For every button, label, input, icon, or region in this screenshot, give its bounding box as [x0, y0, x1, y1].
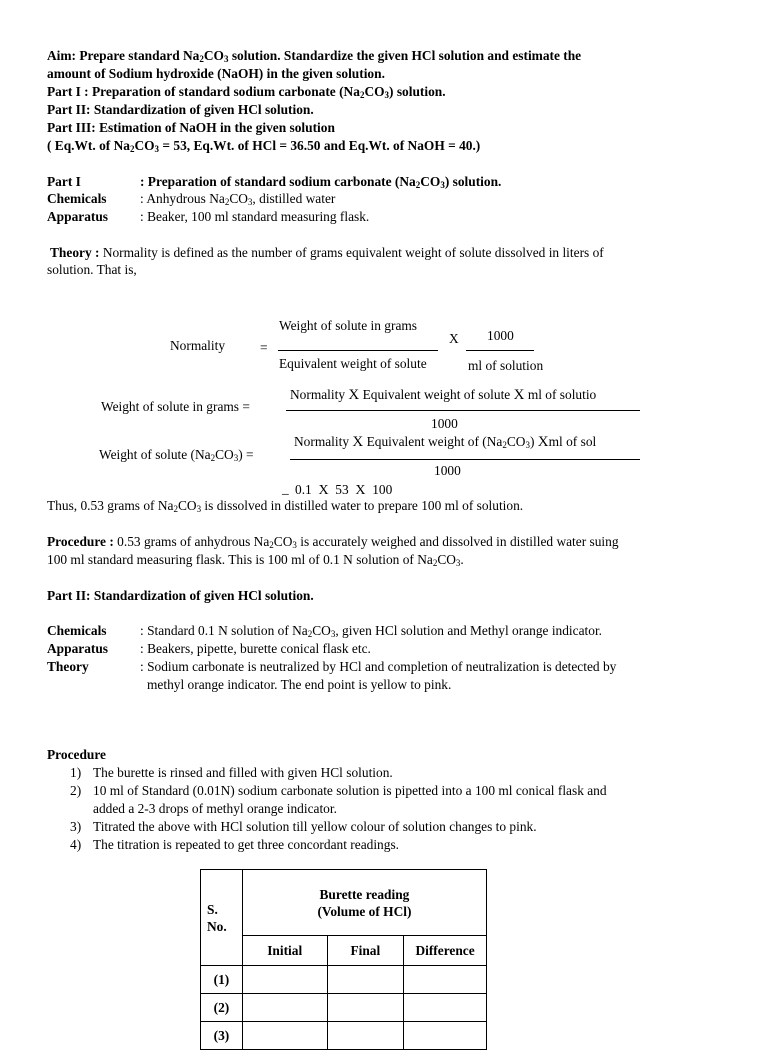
procedure1-label: Procedure : — [47, 534, 114, 549]
part2-heading: Part II: Standardization of given HCl solution. — [47, 588, 314, 603]
burette-readings-table — [200, 869, 487, 1050]
part1-chemicals-label: Chemicals — [47, 191, 107, 206]
part1-apparatus: : Beaker, 100 ml standard measuring flask. — [140, 209, 370, 224]
step-number: 3) — [70, 819, 82, 834]
step-number: 1) — [70, 765, 82, 780]
formula1-numerator: Weight of solute in grams — [279, 318, 418, 333]
part3-overview: Part III: Estimation of NaOH in the given solution — [47, 120, 335, 135]
final-header: Final — [327, 936, 404, 966]
thus-statement: Thus, 0.53 grams of $Na_2CO_3$ is dissolved in distilled water to prepare 100 ml of solution. — [47, 498, 524, 514]
step-text: Titrated the above with HCl solution till yellow colour of solution changes to pink. — [93, 819, 537, 834]
procedure1-line-1: Procedure : 0.53 grams of anhydrous $Na_2CO_3$ is accurately weighed and dissolved in distilled water suing — [47, 534, 619, 550]
part1-apparatus-label: Apparatus — [47, 209, 109, 224]
row-number: (3) — [201, 1022, 243, 1050]
part2-overview: Part II: Standardization of given HCl solution. — [47, 102, 314, 117]
formula2-denominator: 1000 — [431, 416, 458, 431]
difference-header: Difference — [404, 936, 487, 966]
initial-cell — [242, 966, 327, 994]
part2-chemicals: : Standard 0.1 N solution of $Na_2CO_3$, given HCl solution and Methyl orange indicator. — [140, 623, 603, 639]
part1-label: Part I — [47, 174, 81, 189]
part2-theory-line-1: : Sodium carbonate is neutralized by HCl and completion of neutralization is detected by — [140, 659, 617, 674]
part1-theory-label: Theory : — [50, 245, 100, 260]
table-row — [201, 994, 487, 1022]
formula1-denominator: Equivalent weight of solute — [279, 356, 427, 371]
formula1-fraction-bar-2 — [466, 350, 534, 351]
formula4-dash: _ — [282, 481, 289, 496]
aim-line-1: Aim: Prepare standard $Na_2CO_3$ solution. Standardize the given HCl solution and estimate the — [47, 48, 582, 64]
final-cell — [327, 966, 404, 994]
table-row — [201, 966, 487, 994]
sno-header: S. No. — [201, 870, 243, 966]
formula3-numerator: Normality X Equivalent weight of $(Na_2CO_3)$ Xml of sol — [294, 434, 597, 450]
step-text: 10 ml of Standard (0.01N) sodium carbonate solution is pipetted into a 100 ml conical flask and — [93, 783, 607, 798]
formula1-equals: = — [260, 340, 268, 355]
formula1-denominator-2: ml of solution — [468, 358, 544, 373]
formula2-lhs: Weight of solute in grams = — [101, 399, 250, 414]
part2-chemicals-label: Chemicals — [47, 623, 107, 638]
table-row — [201, 1022, 487, 1050]
difference-cell — [404, 994, 487, 1022]
formula2-numerator: Normality X Equivalent weight of solute X ml of solutio — [290, 387, 597, 403]
initial-cell — [242, 994, 327, 1022]
procedure1-line-2: 100 ml standard measuring flask. This is 100 ml of 0.1 N solution of $Na_2CO_3$. — [47, 552, 464, 568]
equivalent-weights: ( Eq.Wt. of $Na_2CO_3 = 53$, Eq.Wt. of HCl = 36.50 and Eq.Wt. of NaOH = 40.) — [47, 138, 481, 154]
formula1-times: X — [449, 331, 459, 346]
initial-header: Initial — [242, 936, 327, 966]
step-text: The burette is rinsed and filled with given HCl solution. — [93, 765, 393, 780]
part2-theory-label: Theory — [47, 659, 89, 674]
part1-chemicals: : Anhydrous $Na_2CO_3$, distilled water — [140, 191, 336, 207]
formula3-lhs: Weight of solute $(Na_2CO_3)$ = — [99, 447, 254, 463]
step-number: 4) — [70, 837, 82, 852]
formula3-fraction-bar — [290, 459, 640, 460]
part1-overview: Part I : Preparation of standard sodium carbonate $(Na_2CO_3)$ solution. — [47, 84, 446, 100]
part1-theory-line-1: Theory : Normality is defined as the number of grams equivalent weight of solute dissolved in liters of — [50, 245, 604, 260]
formula3-denominator: 1000 — [434, 463, 461, 478]
formula4-expression: 0.1 X 53 X 100 — [295, 482, 393, 498]
part2-apparatus-label: Apparatus — [47, 641, 109, 656]
formula1-lhs: Normality — [170, 338, 226, 353]
part2-theory-line-2: methyl orange indicator. The end point is yellow to pink. — [147, 677, 452, 692]
formula1-fraction-bar — [278, 350, 438, 351]
aim-line-2: amount of Sodium hydroxide (NaOH) in the given solution. — [47, 66, 385, 81]
part2-apparatus: : Beakers, pipette, burette conical flask etc. — [140, 641, 371, 656]
final-cell — [327, 994, 404, 1022]
formula2-fraction-bar — [286, 410, 640, 411]
formula1-numerator-2: 1000 — [487, 328, 514, 343]
row-number: (1) — [201, 966, 243, 994]
final-cell — [327, 1022, 404, 1050]
procedure2-label: Procedure — [47, 747, 107, 762]
table-subheader-row — [201, 936, 487, 966]
part1-title: : Preparation of standard sodium carbonate $(Na_2CO_3)$ solution. — [140, 174, 502, 190]
table-header-row — [201, 870, 487, 936]
burette-reading-header: Burette reading (Volume of HCl) — [242, 870, 486, 936]
step-number: 2) — [70, 783, 82, 798]
step-text: The titration is repeated to get three concordant readings. — [93, 837, 400, 852]
row-number: (2) — [201, 994, 243, 1022]
initial-cell — [242, 1022, 327, 1050]
difference-cell — [404, 1022, 487, 1050]
part1-theory-line-2: solution. That is, — [47, 262, 137, 277]
step-text-continued: added a 2-3 drops of methyl orange indicator. — [93, 801, 337, 816]
difference-cell — [404, 966, 487, 994]
